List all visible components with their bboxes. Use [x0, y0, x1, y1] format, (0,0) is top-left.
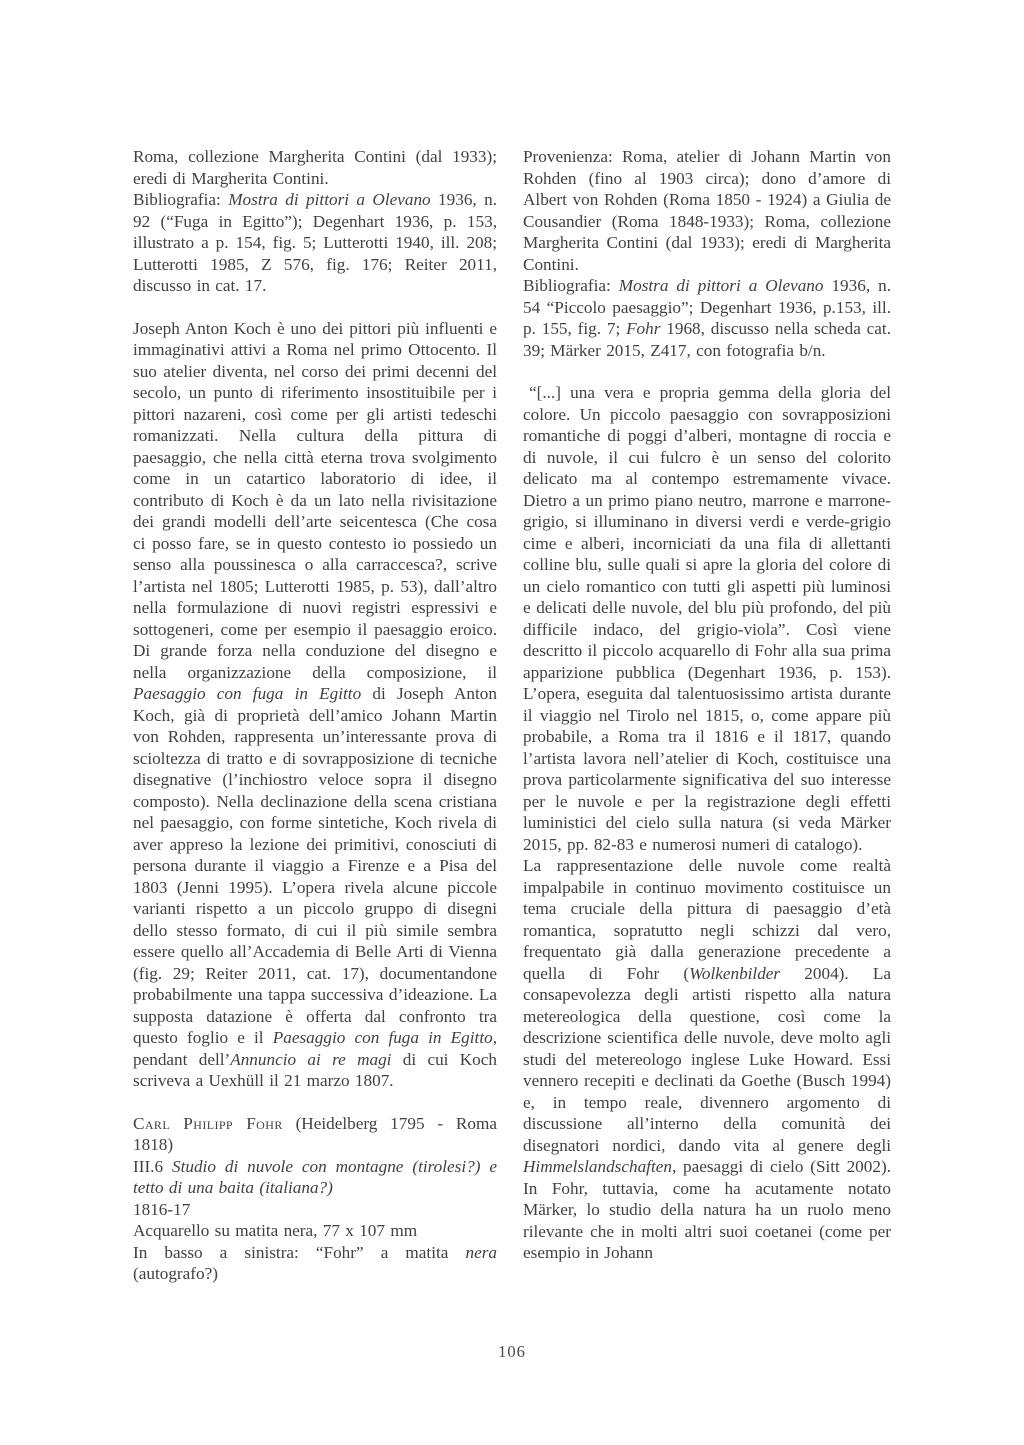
work-date: [133, 1199, 497, 1221]
bibliography-koch-segment: Bibliografia:: [133, 190, 229, 209]
artist-heading-fohr: [133, 1113, 497, 1156]
work-medium-segment: Acquarello su matita nera, 77 x 107 mm: [133, 1221, 418, 1240]
provenance-koch-continued-segment: Roma, collezione Margherita Contini (dal 1933); eredi di Margherita Contini.: [133, 147, 497, 188]
left-column: [133, 146, 497, 1285]
catalogue-number-title-segment: III.6: [133, 1156, 172, 1176]
clouds-commentary-segment: , paesaggi di cielo (Sitt 2002). In Fohr, tuttavia, come ha acutamente notato Märker, lo studio della natura ha un ruolo meno rilevante che in molti altri suoi coetanei (come per esempio in Johann: [523, 1157, 891, 1262]
bibliography-koch-segment: 1936, n. 92 (“Fuga in Egitto”); Degenhart 1936, p. 153, illustrato a p. 154, fig. 5; Lutterotti 1940, ill. 208; Lutterotti 1985, Z 576, fig. 176; Reiter 2011, discusso in cat. 17.: [133, 190, 498, 295]
bibliography-fohr: [523, 275, 891, 361]
clouds-commentary-segment: 2004). La consapevolezza degli artisti rispetto alla natura metereologica della questione, così come la descrizione scientifica delle nuvole, deve molto agli studi del metereologo inglese Luke Howard. Essi vennero recepiti e declinati da Goethe (Busch 1994) e, in tempo reale, divennero argomento di discussione all’interno della comunità dei disegnatori nordici, dando vita al genere degli: [523, 963, 892, 1155]
clouds-commentary-segment: Wolkenbilder: [689, 963, 781, 983]
clouds-commentary-segment: La rappresentazione delle nuvole come realtà impalpabile in continuo movimento costituisce un tema cruciale della pittura di paesaggio d’età romantica, sopratutto negli schizzi dal vero, frequentato già dalla generazione precedente a quella di Fohr (: [523, 856, 891, 983]
clouds-commentary-segment: Himmelslandschaften: [523, 1157, 672, 1176]
koch-commentary-segment: Joseph Anton Koch è uno dei pittori più influenti e immaginativi attivi a Roma nel primo Ottocento. Il suo atelier diventa, nel corso dei primi decenni del secolo, un punto di riferimento insostituibile per i pittori nazareni, così come per gli artisti tedeschi romanizzati. Nella cultura della pittura di paesaggio, che nella città eterna trova svolgimento come in un catartico laboratorio di idee, il contributo di Koch è da un lato nella rivisitazione dei grandi modelli dell’arte seicentesca (Che cosa ci posso fare, se in questo contesto io possiedo un senso alla poussinesca o alla carraccesca?, scrive l’artista nel 1805; Lutterotti 1985, p. 53), dall’altro nella formulazione di nuovi registri espressivi e sottogeneri, come per esempio il paesaggio eroico. Di grande forza nella conduzione del disegno e nella organizzazione della composizione, il: [133, 318, 497, 682]
koch-commentary-segment: di cui Koch scriveva a Uexhüll il 21 marzo 1807.: [133, 1049, 497, 1090]
work-date-segment: 1816-17: [133, 1199, 191, 1219]
koch-commentary-segment: Annuncio ai re magi: [230, 1049, 392, 1069]
koch-commentary-segment: Paesaggio con fuga in Egitto: [272, 1028, 493, 1047]
bibliography-fohr-segment: 1968, discusso nella scheda cat. 39; Märker 2015, Z417, con fotografia b/n.: [523, 319, 892, 360]
work-medium: [133, 1220, 497, 1242]
work-inscription-segment: (autografo?): [133, 1264, 218, 1283]
bibliography-fohr-segment: Bibliografia:: [523, 276, 619, 295]
koch-commentary-segment: Paesaggio con fuga in Egitto: [133, 684, 362, 703]
bibliography-fohr-segment: 1936, n. 54 “Piccolo paesaggio”; Degenhart 1936, p.153, ill. p. 155, fig. 7;: [523, 276, 891, 338]
catalogue-number-title-segment: Studio di nuvole con montagne (tirolesi?) e tetto di una baita (italiana?): [133, 1156, 498, 1197]
provenance-koch-continued: [133, 146, 497, 189]
bibliography-fohr-segment: Fohr: [626, 319, 661, 338]
bibliography-koch-segment: Mostra di pittori a Olevano: [228, 190, 431, 209]
clouds-commentary: [523, 855, 891, 1264]
artist-heading-fohr-segment: Carl Philipp Fohr: [133, 1113, 283, 1133]
provenance-fohr: [523, 146, 891, 275]
koch-commentary-segment: , pendant dell’: [133, 1028, 497, 1069]
koch-commentary-segment: di Joseph Anton Koch, già di proprietà dell’amico Johann Martin von Rohden, rappresenta un’interessante prova di scioltezza di tratto e di sovrapposizione di tecniche disegnative (l’inchiostro veloce sopra il disegno composto). Nella declinazione della scena cristiana nel paesaggio, con forme sintetiche, Koch rivela di aver appreso la lezione dei primitivi, conosciuti di persona durante il viaggio a Firenze e a Pisa del 1803 (Jenni 1995). L’opera rivela alcune piccole varianti rispetto a un piccolo gruppo di disegni dello stesso formato, di cui il più simile sembra essere quello all’Accademia di Belle Arti di Vienna (fig. 29; Reiter 2011, cat. 17), documentandone probabilmente una tappa successiva d’ideazione. La supposta datazione è offerta dal confronto tra questo foglio e il: [133, 684, 497, 1047]
right-column: [523, 146, 891, 1264]
quotation-degenhart: [523, 382, 891, 855]
bibliography-fohr-segment: Mostra di pittori a Olevano: [618, 276, 824, 295]
work-inscription-segment: In basso a sinistra: “Fohr” a matita: [133, 1242, 466, 1262]
catalogue-number-title: [133, 1156, 497, 1199]
work-inscription-segment: nera: [465, 1242, 497, 1262]
artist-heading-fohr-segment: (Heidelberg 1795 - Roma 1818): [133, 1113, 497, 1154]
work-inscription: [133, 1242, 497, 1285]
page-number: 106: [498, 1342, 526, 1361]
quotation-degenhart-segment: “[...] una vera e propria gemma della gloria del colore. Un piccolo paesaggio con sovrapposizioni romantiche di poggi d’alberi, montagne di roccia e di nuvole, il cui fulcro è un senso del colorito delicato ma al contempo estremamente vivace. Dietro a un primo piano neutro, marrone e marrone-grigio, si illuminano in diversi verdi e verde-grigio cime e alberi, incorniciati da una fila di allettanti colline blu, sulle quali si apre la gloria del colore di un cielo romantico con tutti gli aspetti più luminosi e delicati delle nuvole, del blu più profondo, del più difficile indaco, del grigio-viola”. Così viene descritto il piccolo acquarello di Fohr alla sua prima apparizione pubblica (Degenhart 1936, p. 153). L’opera, eseguita dal talentuosissimo artista durante il viaggio nel Tirolo nel 1815, o, come appare più probabile, a Roma tra il 1816 e il 1817, quando l’artista lavora nell’atelier di Koch, costituisce una prova particolarmente significativa del suo interesse per le nuvole e per la registrazione degli effetti luministici del cielo sulla natura (si veda Märker 2015, pp. 82-83 e numerosi numeri di catalogo).: [523, 383, 891, 854]
koch-commentary: [133, 318, 497, 1092]
bibliography-koch: [133, 189, 497, 297]
provenance-fohr-segment: Provenienza: Roma, atelier di Johann Martin von Rohden (fino al 1903 circa); dono d’amore di Albert von Rohden (Roma 1850 - 1924) a Giulia de Cousandier (Roma 1848-1933); Roma, collezione Margherita Contini (dal 1933); eredi di Margherita Contini.: [523, 147, 891, 274]
